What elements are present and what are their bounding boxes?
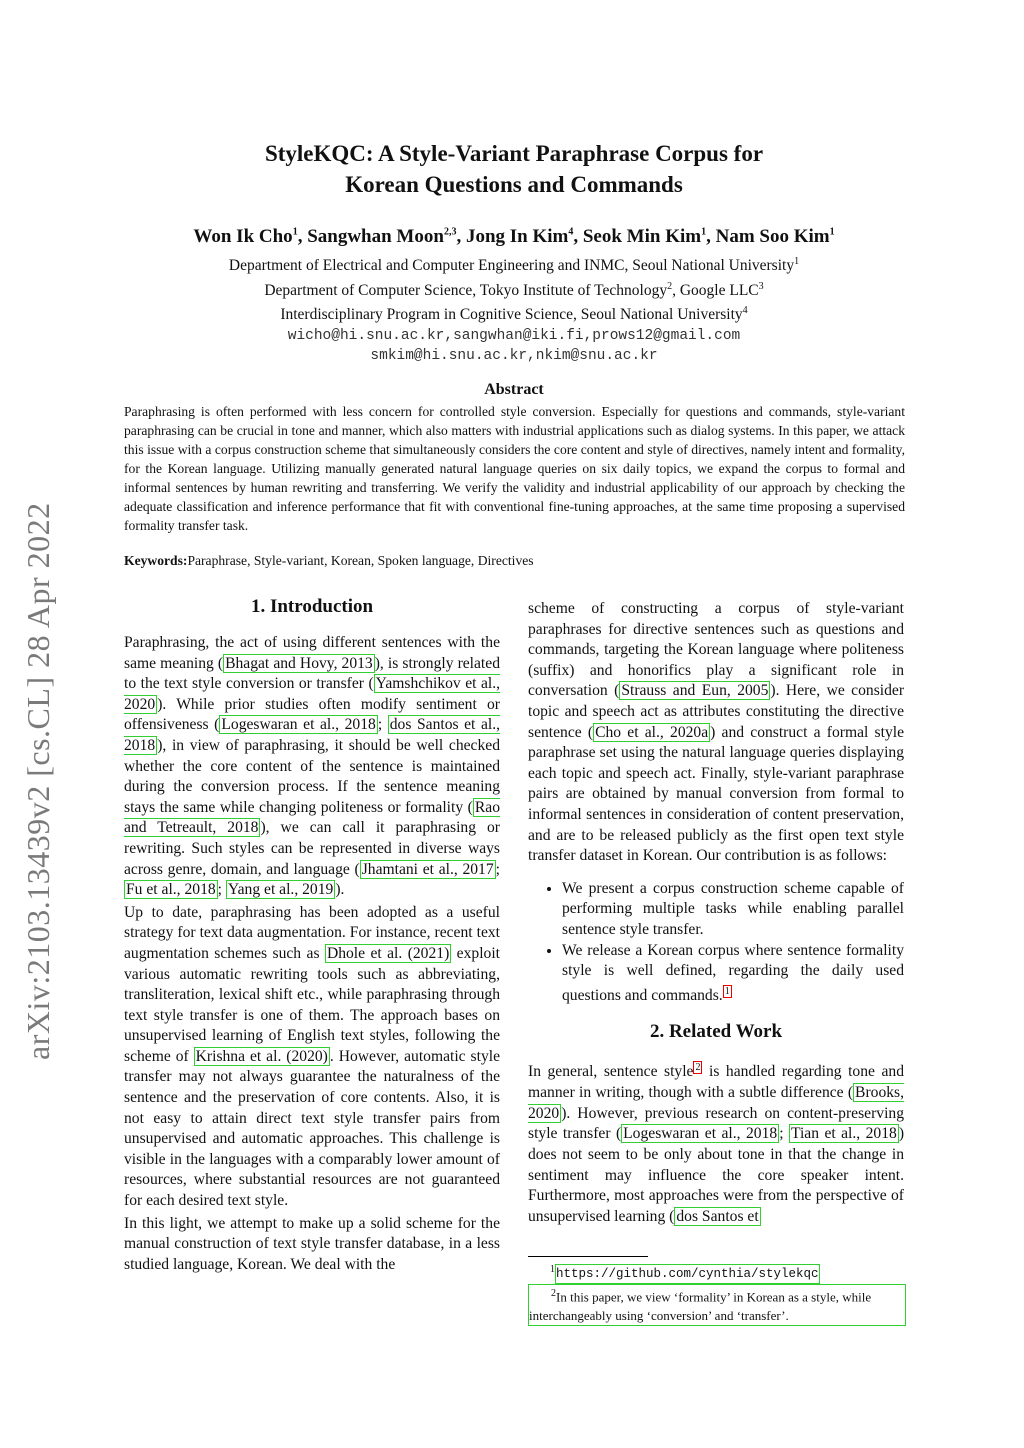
citation-link[interactable]: Krishna et al. (2020) xyxy=(195,1047,328,1065)
citation-link[interactable]: Jhamtani et al., 2017 xyxy=(361,860,494,878)
citation-link[interactable]: Yamshchikov et al., 2020 xyxy=(124,675,500,713)
citation-link[interactable]: Fu et al., 2018 xyxy=(126,881,216,899)
affiliation-2: Department of Computer Science, Tokyo Institute of Technology$^2$, Google LLC$^3$ xyxy=(264,280,764,299)
right-column xyxy=(528,599,904,1229)
affiliation-3: Interdisciplinary Program in Cognitive Science, Seoul National University$^4$ xyxy=(280,305,748,324)
email-line-2[interactable]: smkim@hi.snu.ac.kr,nkim@snu.ac.kr xyxy=(370,348,658,365)
keywords-label: Keywords: xyxy=(124,553,188,568)
footnote-link-2[interactable]: 2 xyxy=(695,1062,701,1074)
arxiv-stamp: arXiv:2103.13439v2 [cs.CL] 28 Apr 2022 xyxy=(20,502,56,1060)
intro-paragraph-2: Up to date, paraphrasing has been adopted as a useful strategy for text data augmentation. For instance, recent text augmentation schemes such as Dhole et al. (2021) exploit various automatic rewriting tools such as abbreviating, transliteration, lexical shift etc., while paraphrasing through text style transfer is one of them. The approach bases on unsupervised learning of English text styles, following the scheme of Krishna et al. (2020) . However, automatic style transfer may not always guarantee the naturalness of the sentence and the preservation of core contents. Also, it is not easy to attain direct text style transfer pairs from unsupervised and automatic approaches. This challenge is visible in the languages with a comparably lower amount of resources, where substantial resources are not guaranteed for each desired text style. xyxy=(124,903,500,1210)
footnote-rule xyxy=(528,1256,648,1257)
citation-link[interactable]: dos Santos et xyxy=(676,1207,759,1225)
intro-paragraph-3: In this light, we attempt to make up a solid scheme for the manual construction of text style transfer database, in a less studied language, Korean. We deal with the xyxy=(124,1214,500,1273)
abstract-text: Paraphrasing is often performed with less concern for controlled style conversion. Especially for questions and commands, style-variant paraphrasing can be crucial in tone and manner, which also matters with industrial applications such as dialog systems. In this paper, we attack this issue with a corpus construction scheme that simultaneously considers the core content and style of directives, namely intent and formality, for the Korean language. Utilizing manually generated natural language queries on six daily topics, we expand the corpus to formal and informal sentences by human rewriting and transferring. We verify the validity and industrial applicability of our approach by checking the adequate classification and inference performance that fit with conventional fine-tuning approaches, at the same time proposing a supervised formality transfer task. xyxy=(124,404,905,533)
paper-title xyxy=(124,138,904,200)
affiliation-1: Department of Electrical and Computer Engineering and INMC, Seoul National University$^1$ xyxy=(228,256,800,275)
author-4-sup: 1 xyxy=(701,226,707,238)
keywords-text: Paraphrase, Style-variant, Korean, Spoken language, Directives xyxy=(187,553,534,568)
citation-link[interactable]: Rao and Tetreault, 2018 xyxy=(124,798,500,837)
section-heading-related-work: 2. Related Work xyxy=(649,1021,783,1043)
right-paragraph-1: scheme of constructing a corpus of style-variant paraphrases for directive sentences such as questions and commands, targeting the Korean language where politeness (suffix) and honorifics play a significant role in conversation ( Strauss and Eun, 2005 ). Here, we consider topic and speech act as attributes constituting the directive sentence ( Cho et al., 2020a ) and construct a formal style paraphrase set using the natural language queries displaying each topic and speech act. Finally, style-variant paraphrase pairs are obtained by manual conversion from formal to informal sentences in consideration of content preservation, and are to be released publicly as the first open text style transfer dataset in Korean. Our contribution is as follows: xyxy=(528,600,905,865)
affiliations xyxy=(124,252,904,367)
left-column xyxy=(124,595,500,1277)
list-item: • We present a corpus construction scheme capable of performing multiple tasks while enabling parallel sentence style transfer. xyxy=(562,879,904,941)
email-line-1[interactable]: wicho@hi.snu.ac.kr,sangwhan@iki.fi,prows12@gmail.com xyxy=(287,327,741,344)
section-heading-introduction: 1. Introduction xyxy=(250,596,374,617)
footnote-2[interactable]: $^2$In this paper, we view ‘formality’ in Korean as a style, while interchangeably using ‘conversion’ and ‘transfer’. xyxy=(528,1284,906,1325)
author-3: Jong In Kim xyxy=(465,226,569,247)
author-1: Won Ik Cho xyxy=(193,226,293,247)
keywords xyxy=(124,553,905,569)
related-paragraph-1: In general, sentence style $^2$ is handled regarding tone and manner in writing, though with a subtle difference ( Brooks, 2020 ). However, previous research on content-preserving style transfer ( Logeswaran et al., 2018 ; Tian et al., 2018 ) does not seem to be only about tone in that the change in sentiment may influence the core speaker intent. Furthermore, most approaches were from the perspective of unsupervised learning ( dos Santos et xyxy=(528,1062,905,1225)
author-1-sup: 1 xyxy=(292,226,298,238)
citation-link[interactable]: dos Santos et al., 2018 xyxy=(124,716,501,754)
author-5: Nam Soo Kim xyxy=(715,226,830,247)
author-4: Seok Min Kim xyxy=(582,226,702,247)
citation-link[interactable]: Bhagat and Hovy, 2013 xyxy=(225,654,373,672)
list-item: • We release a Korean corpus where sentence formality style is well defined, regarding the daily used questions and commands. $^1$ xyxy=(562,941,904,1007)
author-2-sup: 2,3 xyxy=(443,226,457,238)
citation-link[interactable]: Tian et al., 2018 xyxy=(790,1125,897,1143)
footnote-url-link[interactable]: https://github.com/cynthia/stylekqc xyxy=(555,1264,820,1284)
footnote-1: $^1$https://github.com/cynthia/stylekqc xyxy=(528,1261,906,1284)
citation-link[interactable]: Logeswaran et al., 2018 xyxy=(221,716,376,734)
citation-link[interactable]: Cho et al., 2020a xyxy=(595,723,709,741)
intro-paragraph-1: Paraphrasing, the act of using different sentences with the same meaning ( Bhagat and Hovy, 2013 ), is strongly related to the text style conversion or transfer ( Yamshchikov et al., 2020 ). While prior studies often modify sentiment or offensiveness ( Logeswaran et al., 2018 ; dos Santos et al., 2018 ), in view of paraphrasing, it should be well checked whether the core content of the sentence is maintained during the conversion process. If the sentence meaning stays the same while changing politeness or formality ( Rao and Tetreault, 2018 ), we can call it paraphrasing or rewriting. Such styles can be represented in diverse ways across genre, domain, and language ( Jhamtani et al., 2017 ; Fu et al., 2018 ; Yang et al., 2019 ). xyxy=(124,634,501,899)
footnote-link-1[interactable]: 1 xyxy=(724,985,730,997)
title-line-1: StyleKQC: A Style-Variant Paraphrase Corpus for xyxy=(264,141,764,166)
citation-link[interactable]: Logeswaran et al., 2018 xyxy=(623,1125,778,1143)
author-5-sup: 1 xyxy=(829,226,835,238)
title-line-2: Korean Questions and Commands xyxy=(345,172,683,197)
author-list: Won Ik Cho$^1$, Sangwhan Moon$^{2,3}$, Jong In Kim$^4$, Seok Min Kim$^1$, Nam Soo Kim$^1$ xyxy=(193,226,835,247)
abstract-heading: Abstract xyxy=(484,381,544,398)
author-3-sup: 4 xyxy=(568,226,574,238)
citation-link[interactable]: Strauss and Eun, 2005 xyxy=(621,682,769,700)
contribution-list xyxy=(528,879,904,1007)
citation-link[interactable]: Yang et al., 2019 xyxy=(227,881,334,899)
citation-link[interactable]: Dhole et al. (2021) xyxy=(326,944,450,962)
citation-link[interactable]: Brooks, 2020 xyxy=(528,1084,904,1122)
footnotes xyxy=(528,1256,906,1326)
author-2: Sangwhan Moon xyxy=(307,226,444,247)
